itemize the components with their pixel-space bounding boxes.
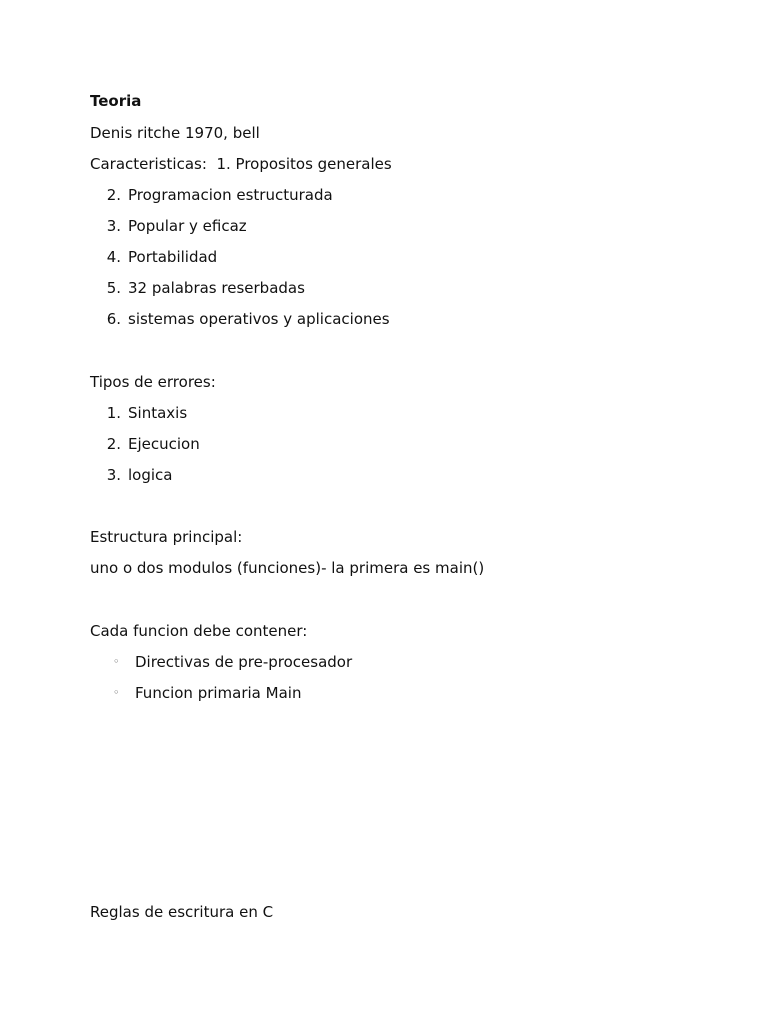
bullet-item xyxy=(90,652,352,672)
list-item xyxy=(90,278,305,298)
list-item-text: Popular y eficaz xyxy=(128,217,247,235)
list-marker: 2. xyxy=(106,186,121,204)
list-marker: 4. xyxy=(106,248,121,266)
list-item xyxy=(90,216,247,236)
list-item xyxy=(90,309,390,329)
bullet-item xyxy=(90,683,301,703)
list-marker: 6. xyxy=(106,310,121,328)
list-item xyxy=(90,185,333,205)
list-marker: 1. xyxy=(216,155,231,173)
list-marker: 2. xyxy=(106,435,121,453)
bullet-icon: ◦ xyxy=(113,686,120,699)
list-marker: 3. xyxy=(106,466,121,484)
list-item-text: 32 palabras reserbadas xyxy=(128,279,305,297)
caracteristicas-line xyxy=(90,154,392,174)
bullet-item-text: Funcion primaria Main xyxy=(135,684,302,702)
list-marker: 1. xyxy=(106,404,121,422)
caracteristicas-label: Caracteristicas: xyxy=(90,155,207,173)
list-item xyxy=(90,247,217,267)
list-item-text: Sintaxis xyxy=(128,404,188,422)
list-item-text: Ejecucion xyxy=(128,435,200,453)
bullet-icon: ◦ xyxy=(113,655,120,668)
list-item xyxy=(90,434,200,454)
intro-line: Denis ritche 1970, bell xyxy=(90,124,260,142)
estructura-label: Estructura principal: xyxy=(90,528,243,546)
funcion-label: Cada funcion debe contener: xyxy=(90,622,308,640)
bullet-item-text: Directivas de pre-procesador xyxy=(135,653,353,671)
list-item-text: Programacion estructurada xyxy=(128,186,333,204)
list-item-text: Portabilidad xyxy=(128,248,218,266)
reglas-heading: Reglas de escritura en C xyxy=(90,903,274,921)
estructura-text: uno o dos modulos (funciones)- la primera es main() xyxy=(90,559,485,577)
list-marker: 3. xyxy=(106,217,121,235)
list-item-text: Propositos generales xyxy=(235,155,392,173)
list-item-text: logica xyxy=(128,466,173,484)
list-item xyxy=(90,403,187,423)
errores-label: Tipos de errores: xyxy=(90,373,216,391)
list-item xyxy=(90,465,172,485)
document-title: Teoria xyxy=(90,92,142,110)
list-item-text: sistemas operativos y aplicaciones xyxy=(128,310,390,328)
list-marker: 5. xyxy=(106,279,121,297)
